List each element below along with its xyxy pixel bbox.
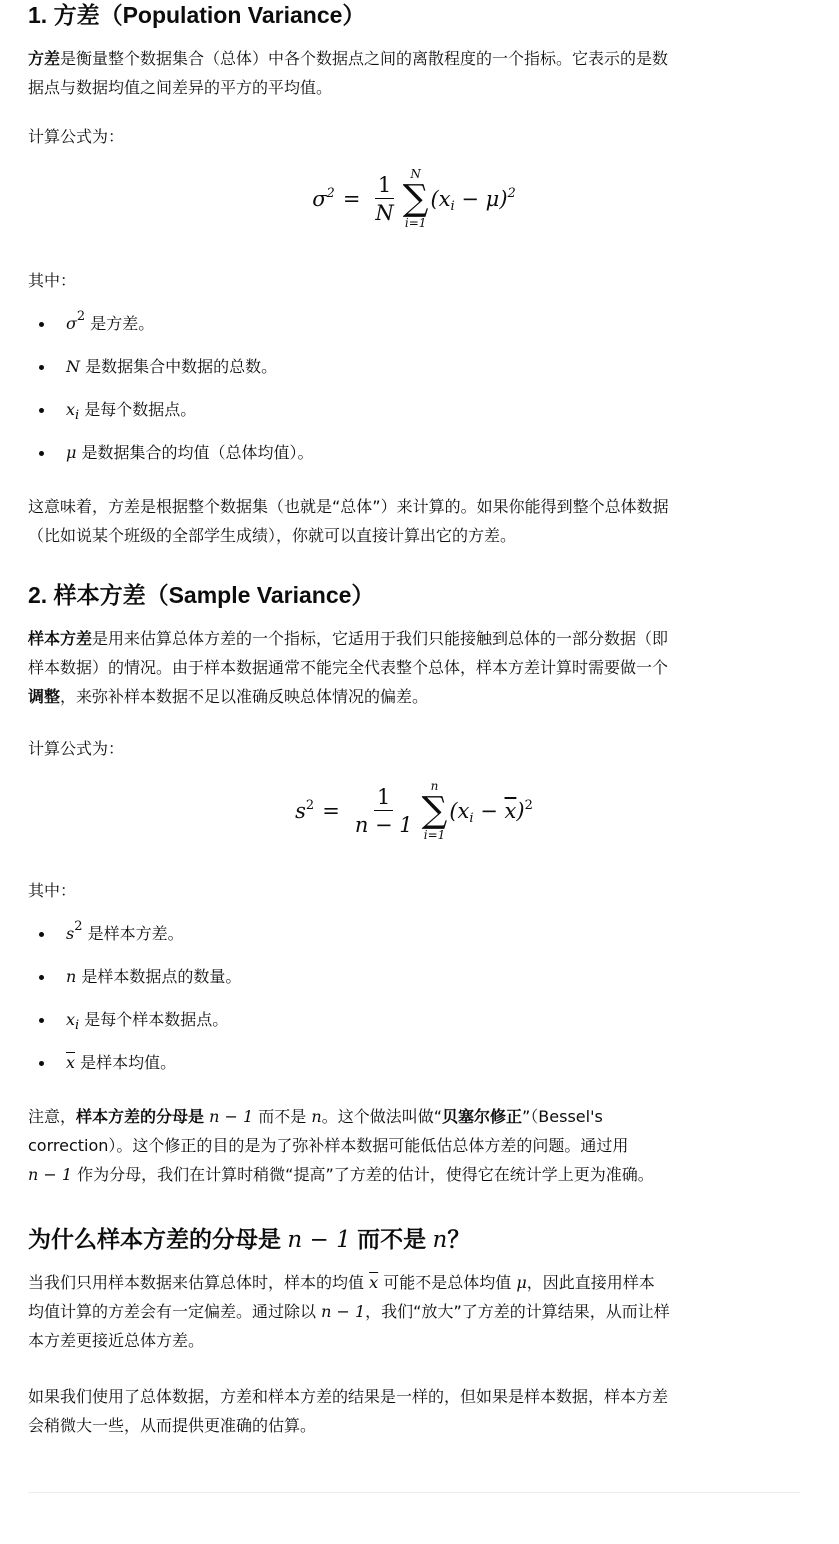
section-3-paragraph-1: 当我们只用样本数据来估算总体时，样本的均值 $\overline{x}$ 可能不是总体均值 μ，因此直接用样本 均值计算的方差会有一定偏差。通过除以 n − 1，我们“放大”了方差的计算结果，从而让样 本方差更接近总体方差。 <box>28 1273 670 1350</box>
section-2-heading: 2. 样本方差（Sample Variance） <box>28 582 375 608</box>
section-3-paragraph-2: 如果我们使用了总体数据，方差和样本方差的结果是一样的，但如果是样本数据，样本方差 会稍微大一些，从而提供更准确的估算。 <box>28 1387 669 1435</box>
section-2-formula-label: 计算公式为： <box>28 739 125 758</box>
summation: n ∑ i=1 <box>421 779 448 842</box>
term-variance: 方差 <box>28 49 61 68</box>
sample-variance-formula: $s^2$ = $\frac{1}{n - 1}$ n ∑ i=1 $(x_i - \overline{x})^2$ <box>295 779 533 842</box>
section-2-note: 注意，样本方差的分母是 n − 1 而不是 n。这个做法叫做“贝塞尔修正”（Bessel's correction）。这个修正的目的是为了弥补样本数据可能低估总体方差的问题。通过用 n − 1 作为分母，我们在计算时稍微“提高”了方差的估计，使得它在统计学上更为准确。 <box>28 1107 654 1184</box>
section-1-where-label: 其中： <box>28 271 77 290</box>
population-variance-formula: $\sigma^2$ = $\frac{1}{N}$ N ∑ i=1 $(x_i - \mu)^2$ <box>312 167 516 230</box>
summation: N ∑ i=1 <box>402 167 429 230</box>
section-2-where-label: 其中： <box>28 881 77 900</box>
fraction: $\frac{1}{N}$ <box>375 172 394 225</box>
term-adjustment: 调整 <box>28 687 61 706</box>
section-1-formula-label: 计算公式为： <box>28 127 125 146</box>
section-1-intro <box>28 44 668 102</box>
term-sample-variance: 样本方差 <box>28 629 93 648</box>
section-1-heading: 1. 方差（Population Variance） <box>28 2 366 28</box>
section-2-intro: 样本方差是用来估算总体方差的一个指标，它适用于我们只能接触到总体的一部分数据（即 样本数据）的情况。由于样本数据通常不能完全代表整个总体，样本方差计算时需要做一个 调整，来弥补样本数据不足以准确反映总体情况的偏差。 <box>28 629 669 706</box>
section-3-heading: 为什么样本方差的分母是 n − 1 而不是 n？ <box>28 1226 471 1253</box>
fraction: $\frac{1}{n - 1}$ <box>354 784 413 837</box>
section-1-summary: 这意味着，方差是根据整个数据集（也就是“总体”）来计算的。如果你能得到整个总体数据 （比如说某个班级的全部学生成绩），你就可以直接计算出它的方差。 <box>28 497 669 545</box>
divider <box>28 1492 800 1493</box>
intro-text: 是衡量整个数据集合（总体）中各个数据点之间的离散程度的一个指标。它表示的是数 <box>60 49 669 68</box>
intro-text-2: 据点与数据均值之间差异的平方的平均值。 <box>28 78 333 97</box>
